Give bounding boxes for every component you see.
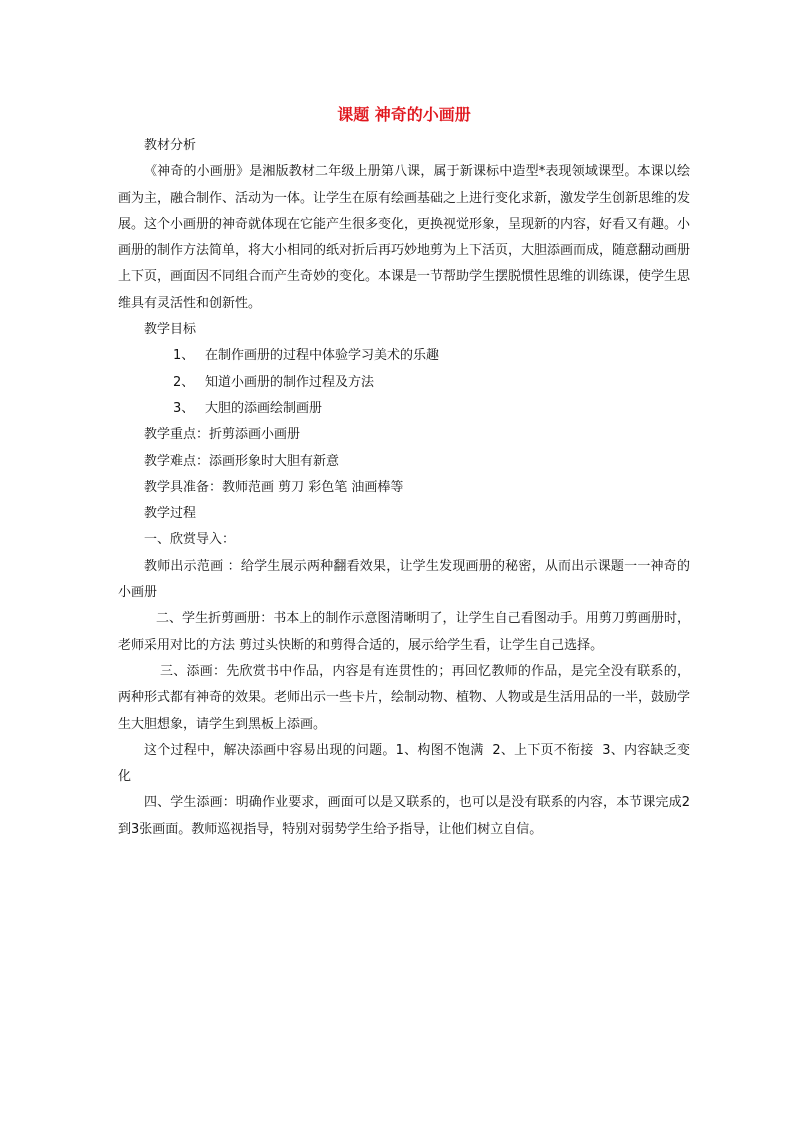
step2-body: 二、学生折剪画册：书本上的制作示意图清晰明了，让学生自己看图动手。用剪刀剪画册时，老师采用对比的方法 剪过头快断的和剪得合适的，展示给学生看，让学生自己选择。 — [118, 611, 690, 653]
key-point: 教学重点：折剪添画小画册 — [144, 427, 301, 443]
step4-body: 四、学生添画：明确作业要求，画面可以是又联系的，也可以是没有联系的内容，本节课完成2到3张画面。教师巡视指导，特别对弱势学生给予指导，让他们树立自信。 — [118, 795, 690, 837]
goals-list — [118, 343, 690, 422]
analysis-heading: 教材分析 — [144, 138, 197, 153]
step3-note: 这个过程中，解决添画中容易出现的问题。1、构图不饱满 2、上下页不衔接 3、内容缺乏变化 — [118, 742, 690, 785]
document-page — [118, 100, 690, 843]
goal-number: 1、 — [173, 348, 195, 364]
goal-number: 3、 — [173, 400, 195, 416]
step3-body: 三、添画：先欣赏书中作品，内容是有连贯性的；再回忆教师的作品，是完全没有联系的，两种形式都有神奇的效果。老师出示一些卡片，绘制动物、植物、人物或是生活用品的一半，鼓励学生大胆想象，请学生到黑板上添画。 — [118, 663, 691, 732]
process-heading: 教学过程 — [144, 506, 197, 522]
difficulty: 教学难点：添画形象时大胆有新意 — [144, 453, 340, 469]
goal-text: 大胆的添画绘制画册 — [205, 400, 323, 416]
goal-number: 2、 — [173, 374, 195, 390]
goal-text: 在制作画册的过程中体验学习美术的乐趣 — [205, 348, 440, 364]
step1-heading: 一、欣赏导入： — [144, 532, 236, 548]
materials: 教学具准备：教师范画 剪刀 彩色笔 油画棒等 — [144, 479, 404, 495]
lesson-title: 课题 神奇的小画册 — [337, 105, 471, 124]
goal-item-3 — [118, 396, 690, 422]
step1-body: 教师出示范画 ：给学生展示两种翻看效果，让学生发现画册的秘密，从而出示课题一一神奇的小画册 — [118, 558, 690, 601]
goal-item-1 — [118, 343, 690, 369]
goal-text: 知道小画册的制作过程及方法 — [205, 374, 375, 390]
goals-heading: 教学目标 — [144, 322, 197, 338]
analysis-body: 《神奇的小画册》是湘版教材二年级上册第八课，属于新课标中造型*表现领域课型。本课以绘画为主，融合制作、活动为一体。让学生在原有绘画基础之上进行变化求新，激发学生创新思维的发展。这个小画册的神奇就体现在它能产生很多变化，更换视觉形象，呈现新的内容，好看又有趣。小画册的制作方法简单，将大小相同的纸对折后再巧妙地剪为上下活页，大胆添画而成，随意翻动画册上下页，画面因不同组合而产生奇妙的变化。本课是一节帮助学生摆脱惯性思维的训练课，使学生思维具有灵活性和创新性。 — [118, 164, 691, 311]
goal-item-2 — [118, 370, 690, 396]
